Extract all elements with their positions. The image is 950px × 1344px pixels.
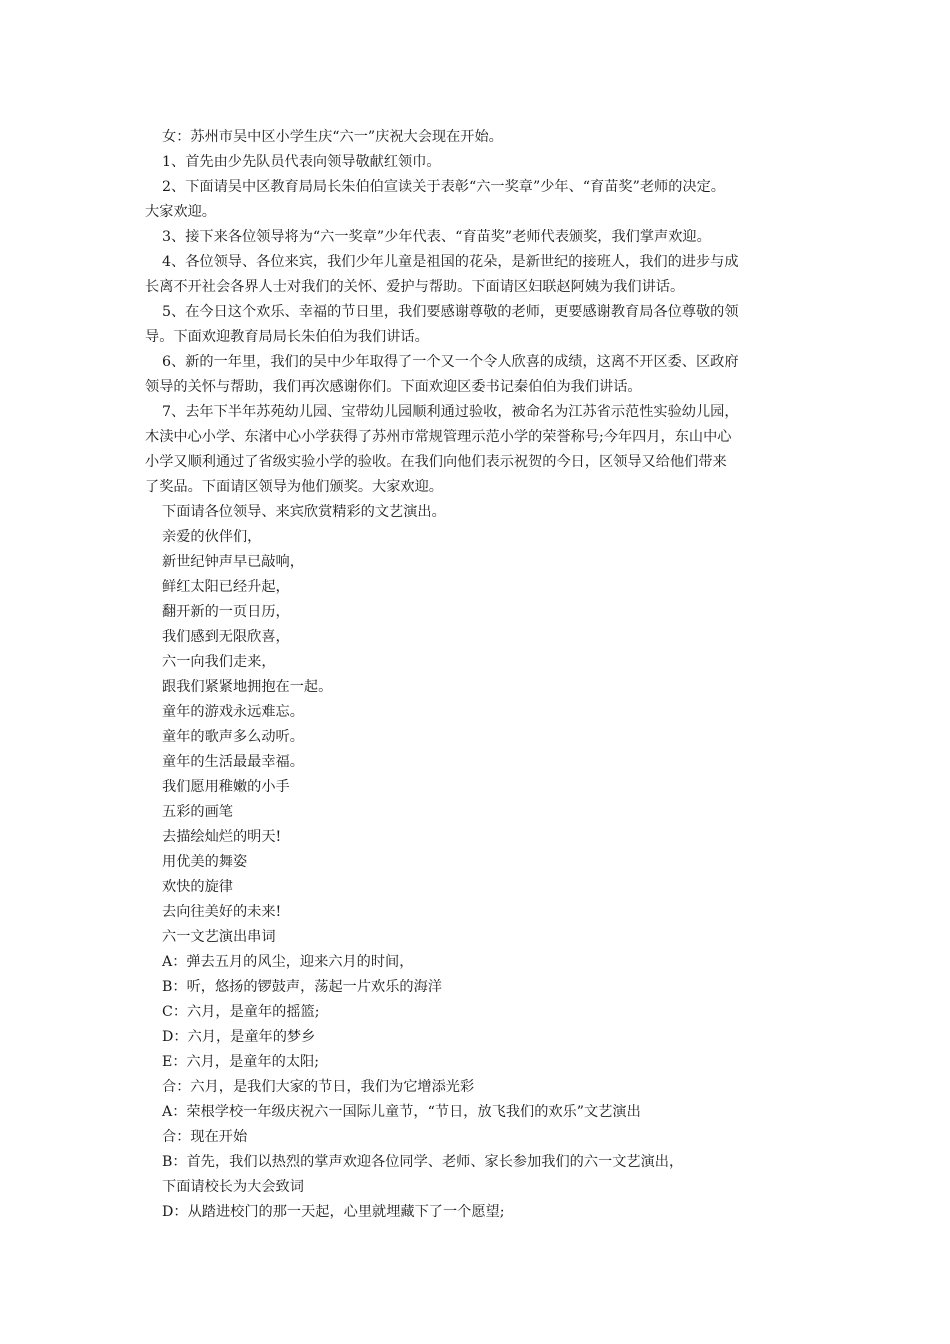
paragraph-line: 4、各位领导、各位来宾，我们少年儿童是祖国的花朵，是新世纪的接班人，我们的进步与成 [162, 254, 739, 270]
paragraph-line: 1、首先由少先队员代表向领导敬献红领巾。 [162, 154, 441, 170]
paragraph-line: 我们愿用稚嫩的小手 [162, 779, 290, 795]
paragraph-line: C：六月，是童年的摇篮; [162, 1004, 320, 1020]
paragraph-line: 童年的歌声多么动听。 [162, 729, 304, 745]
paragraph-line: 3、接下来各位领导将为“六一奖章”少年代表、“育苗奖”老师代表颁奖，我们掌声欢迎。 [162, 229, 711, 245]
paragraph-line: 六一向我们走来， [162, 654, 276, 670]
paragraph-line: D：从踏进校门的那一天起，心里就埋藏下了一个愿望; [162, 1204, 505, 1220]
paragraph-line: 合：现在开始 [162, 1129, 248, 1145]
paragraph-line: 木渎中心小学、东渚中心小学获得了苏州市常规管理示范小学的荣誉称号;今年四月，东山中心 [145, 429, 732, 445]
paragraph-line: 女：苏州市吴中区小学生庆“六一”庆祝大会现在开始。 [162, 129, 503, 145]
paragraph-line: 用优美的舞姿 [162, 854, 248, 870]
paragraph-line: 去向往美好的未来! [162, 904, 282, 920]
paragraph-line: 小学又顺利通过了省级实验小学的验收。在我们向他们表示祝贺的今日，区领导又给他们带来 [145, 454, 727, 470]
paragraph-line: 2、下面请吴中区教育局局长朱伯伯宣读关于表彰“六一奖章”少年、“育苗奖”老师的决定。 [162, 179, 725, 195]
paragraph-line: 合：六月，是我们大家的节日，我们为它增添光彩 [162, 1079, 475, 1095]
paragraph-line: 童年的生活最最幸福。 [162, 754, 304, 770]
paragraph-line: 6、新的一年里，我们的吴中少年取得了一个又一个令人欣喜的成绩，这离不开区委、区政府 [162, 354, 739, 370]
paragraph-line: 六一文艺演出串词 [162, 929, 276, 945]
paragraph-line: B：听，悠扬的锣鼓声，荡起一片欢乐的海洋 [162, 979, 442, 995]
paragraph-line: 大家欢迎。 [145, 204, 216, 220]
paragraph-line: 领导的关怀与帮助，我们再次感谢你们。下面欢迎区委书记秦伯伯为我们讲话。 [145, 379, 642, 395]
paragraph-line: 欢快的旋律 [162, 879, 233, 895]
paragraph-line: 五彩的画笔 [162, 804, 233, 820]
paragraph-line: 长离不开社会各界人士对我们的关怀、爱护与帮助。下面请区妇联赵阿姨为我们讲话。 [145, 279, 685, 295]
paragraph-line: 鲜红太阳已经升起， [162, 579, 290, 595]
paragraph-line: 亲爱的伙伴们， [162, 529, 262, 545]
paragraph-line: 新世纪钟声早已敲响， [162, 554, 304, 570]
paragraph-line: 了奖品。下面请区领导为他们颁奖。大家欢迎。 [145, 479, 443, 495]
paragraph-line: 导。下面欢迎教育局局长朱伯伯为我们讲话。 [145, 329, 429, 345]
paragraph-line: 跟我们紧紧地拥抱在一起。 [162, 679, 333, 695]
paragraph-line: 下面请各位领导、来宾欣赏精彩的文艺演出。 [162, 504, 446, 520]
document-body [145, 125, 825, 1225]
paragraph-line: 5、在今日这个欢乐、幸福的节日里，我们要感谢尊敬的老师，更要感谢教育局各位尊敬的领 [162, 304, 739, 320]
paragraph-line: 7、去年下半年苏苑幼儿园、宝带幼儿园顺利通过验收，被命名为江苏省示范性实验幼儿园， [162, 404, 739, 420]
paragraph-line: A：弹去五月的风尘，迎来六月的时间， [162, 954, 414, 970]
paragraph-line: 去描绘灿烂的明天! [162, 829, 282, 845]
paragraph-line: 童年的游戏永远难忘。 [162, 704, 304, 720]
paragraph-line: 翻开新的一页日历， [162, 604, 290, 620]
paragraph-line: E：六月，是童年的太阳; [162, 1054, 320, 1070]
paragraph-line: A：荣根学校一年级庆祝六一国际儿童节，“节日，放飞我们的欢乐”文艺演出 [162, 1104, 641, 1120]
paragraph-line: B：首先，我们以热烈的掌声欢迎各位同学、老师、家长参加我们的六一文艺演出， [162, 1154, 684, 1170]
paragraph-line: 下面请校长为大会致词 [162, 1179, 304, 1195]
paragraph-line: 我们感到无限欣喜， [162, 629, 290, 645]
paragraph-line: D：六月，是童年的梦乡 [162, 1029, 316, 1045]
